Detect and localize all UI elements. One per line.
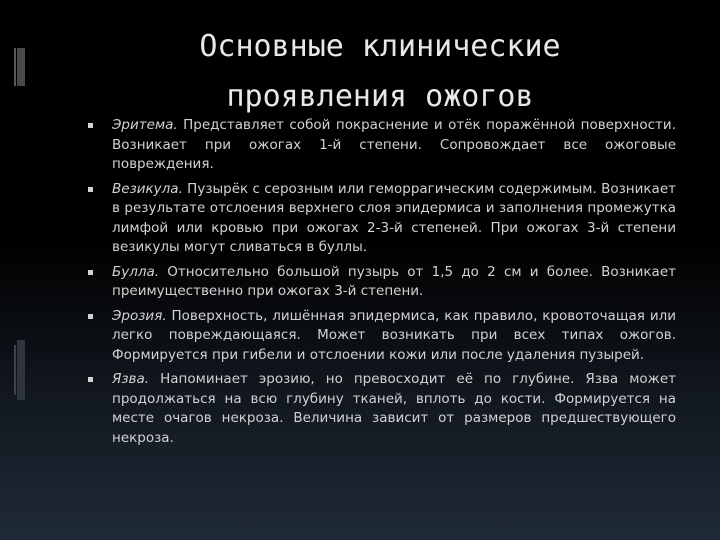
term: Эрозия.: [112, 307, 167, 324]
term: Булла.: [112, 263, 160, 280]
slide-title: [160, 22, 600, 122]
bullet-list: [88, 116, 676, 453]
description: Представляет собой покраснение и отёк поражённой поверхности. Возникает при ожогах 1-й степени. Сопровождает все ожоговые повреждения.: [112, 117, 676, 172]
list-item-erythema: [88, 116, 676, 175]
description: Напоминает эрозию, но превосходит её по глубине. Язва может продолжаться на всю глубину тканей, вплоть до кости. Формируется на месте очагов некроза. Величина зависит от размеров предшествующего некроза.: [112, 371, 676, 446]
description: Пузырёк с серозным или геморрагическим содержимым. Возникает в результате отслоения верхнего слоя эпидермиса и заполнения промежутка лимфой или кровью при ожогах 2-3-й степеней. При ожогах 3-й степени везикулы могут сливаться в буллы.: [112, 180, 676, 255]
description: Относительно большой пузырь от 1,5 до 2 см и более. Возникает преимущественно при ожогах 3-й степени.: [112, 263, 676, 299]
decor-bar-top-thin: [14, 48, 16, 86]
decor-bar-bottom-thin: [14, 345, 16, 395]
list-item-vesicle: [88, 180, 676, 258]
slide-title-line2: проявления ожогов: [226, 79, 534, 114]
bullet-icon: [88, 377, 93, 382]
decor-bar-top: [17, 48, 25, 86]
list-item-bulla: [88, 263, 676, 302]
term: Язва.: [112, 371, 150, 387]
bullet-icon: [88, 270, 93, 275]
term: Везикула.: [112, 180, 183, 197]
list-item-ulcer: [88, 370, 676, 448]
description: Поверхность, лишённая эпидермиса, как правило, кровоточащая или легко повреждающаяся. Может возникать при всех типах ожогов. Формируется при гибели и отслоении кожи или после удаления пузырей.: [112, 307, 676, 363]
bullet-icon: [88, 187, 93, 192]
list-item-erosion: [88, 307, 676, 366]
decor-bar-bottom: [17, 340, 25, 400]
term: Эритема.: [112, 117, 178, 133]
slide-title-line1: Основные клинические: [199, 29, 561, 64]
bullet-icon: [88, 314, 93, 319]
bullet-icon: [88, 123, 93, 128]
